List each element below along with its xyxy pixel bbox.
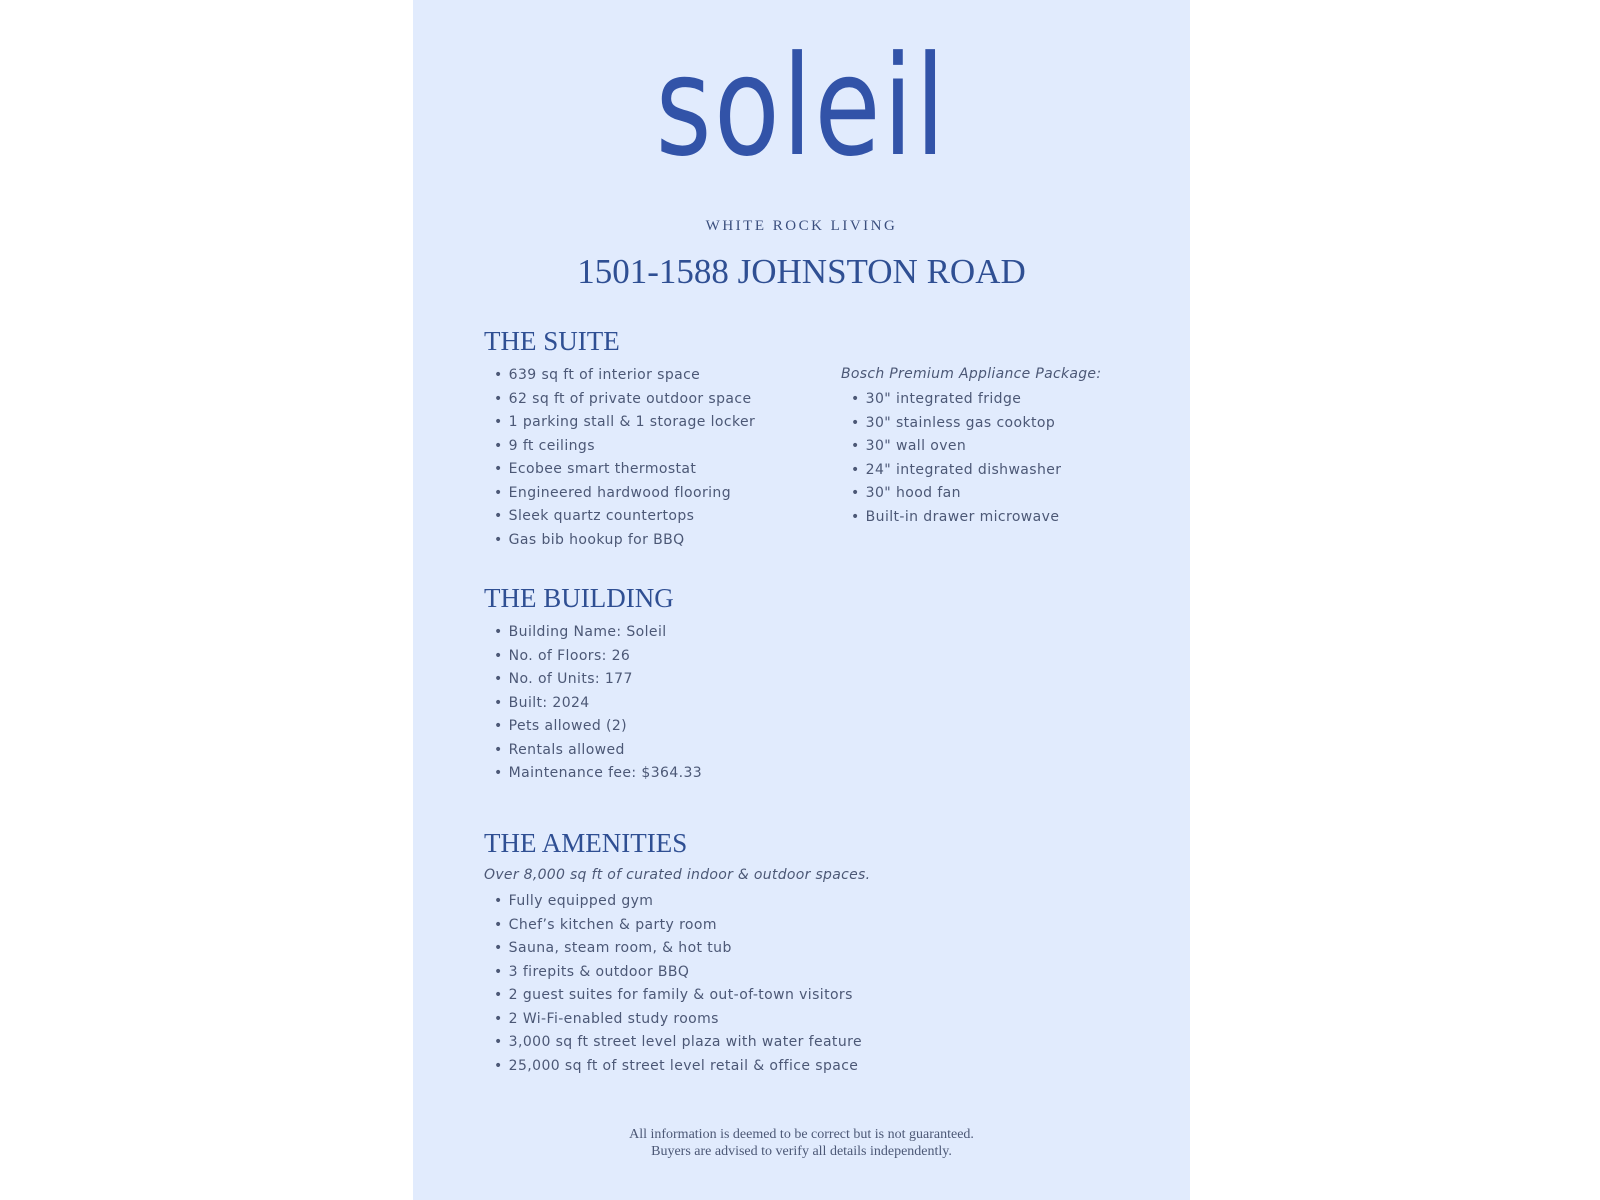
appliance-package-heading: Bosch Premium Appliance Package:	[841, 366, 1102, 382]
list-item: • Built-in drawer microwave	[851, 506, 1061, 530]
list-item: • 30" wall oven	[851, 435, 1061, 459]
list-item: • 30" hood fan	[851, 482, 1061, 506]
list-item: • 24" integrated dishwasher	[851, 459, 1061, 483]
list-item: • 639 sq ft of interior space	[494, 364, 755, 388]
list-item: • 30" integrated fridge	[851, 388, 1061, 412]
suite-features-list	[494, 364, 755, 552]
list-item: • Ecobee smart thermostat	[494, 458, 755, 482]
list-item: • 25,000 sq ft of street level retail & office space	[494, 1055, 862, 1079]
disclaimer-line: All information is deemed to be correct but is not guaranteed.	[629, 1127, 974, 1142]
list-item: • Maintenance fee: $364.33	[494, 762, 702, 786]
disclaimer	[413, 1126, 1190, 1160]
list-item: • Sleek quartz countertops	[494, 505, 755, 529]
list-item: • Pets allowed (2)	[494, 715, 702, 739]
list-item: • Rentals allowed	[494, 739, 702, 763]
list-item: • 2 Wi-Fi-enabled study rooms	[494, 1008, 862, 1032]
suite-section-title: THE SUITE	[484, 326, 620, 356]
list-item: • 1 parking stall & 1 storage locker	[494, 411, 755, 435]
list-item: • Built: 2024	[494, 692, 702, 716]
list-item: • No. of Units: 177	[494, 668, 702, 692]
appliance-list	[851, 388, 1061, 529]
list-item: • Sauna, steam room, & hot tub	[494, 937, 862, 961]
amenities-list	[494, 890, 862, 1078]
list-item: • 9 ft ceilings	[494, 435, 755, 459]
logo-tagline: WHITE ROCK LIVING	[705, 218, 898, 234]
list-item: • No. of Floors: 26	[494, 645, 702, 669]
building-details-list	[494, 621, 702, 786]
amenities-intro: Over 8,000 sq ft of curated indoor & outdoor spaces.	[484, 867, 871, 883]
disclaimer-line: Buyers are advised to verify all details independently.	[651, 1144, 952, 1159]
list-item: • 30" stainless gas cooktop	[851, 412, 1061, 436]
list-item: • Fully equipped gym	[494, 890, 862, 914]
list-item: • Gas bib hookup for BBQ	[494, 529, 755, 553]
building-section-title: THE BUILDING	[484, 583, 674, 613]
list-item: • 3,000 sq ft street level plaza with water feature	[494, 1031, 862, 1055]
list-item: • 2 guest suites for family & out-of-town visitors	[494, 984, 862, 1008]
amenities-section-title: THE AMENITIES	[484, 828, 688, 858]
list-item: • 62 sq ft of private outdoor space	[494, 388, 755, 412]
list-item: • Chef’s kitchen & party room	[494, 914, 862, 938]
soleil-logo: soleil	[655, 26, 948, 187]
list-item: • Engineered hardwood flooring	[494, 482, 755, 506]
property-address: 1501-1588 JOHNSTON ROAD	[577, 252, 1026, 291]
list-item: • 3 firepits & outdoor BBQ	[494, 961, 862, 985]
feature-sheet	[413, 0, 1190, 1200]
list-item: • Building Name: Soleil	[494, 621, 702, 645]
